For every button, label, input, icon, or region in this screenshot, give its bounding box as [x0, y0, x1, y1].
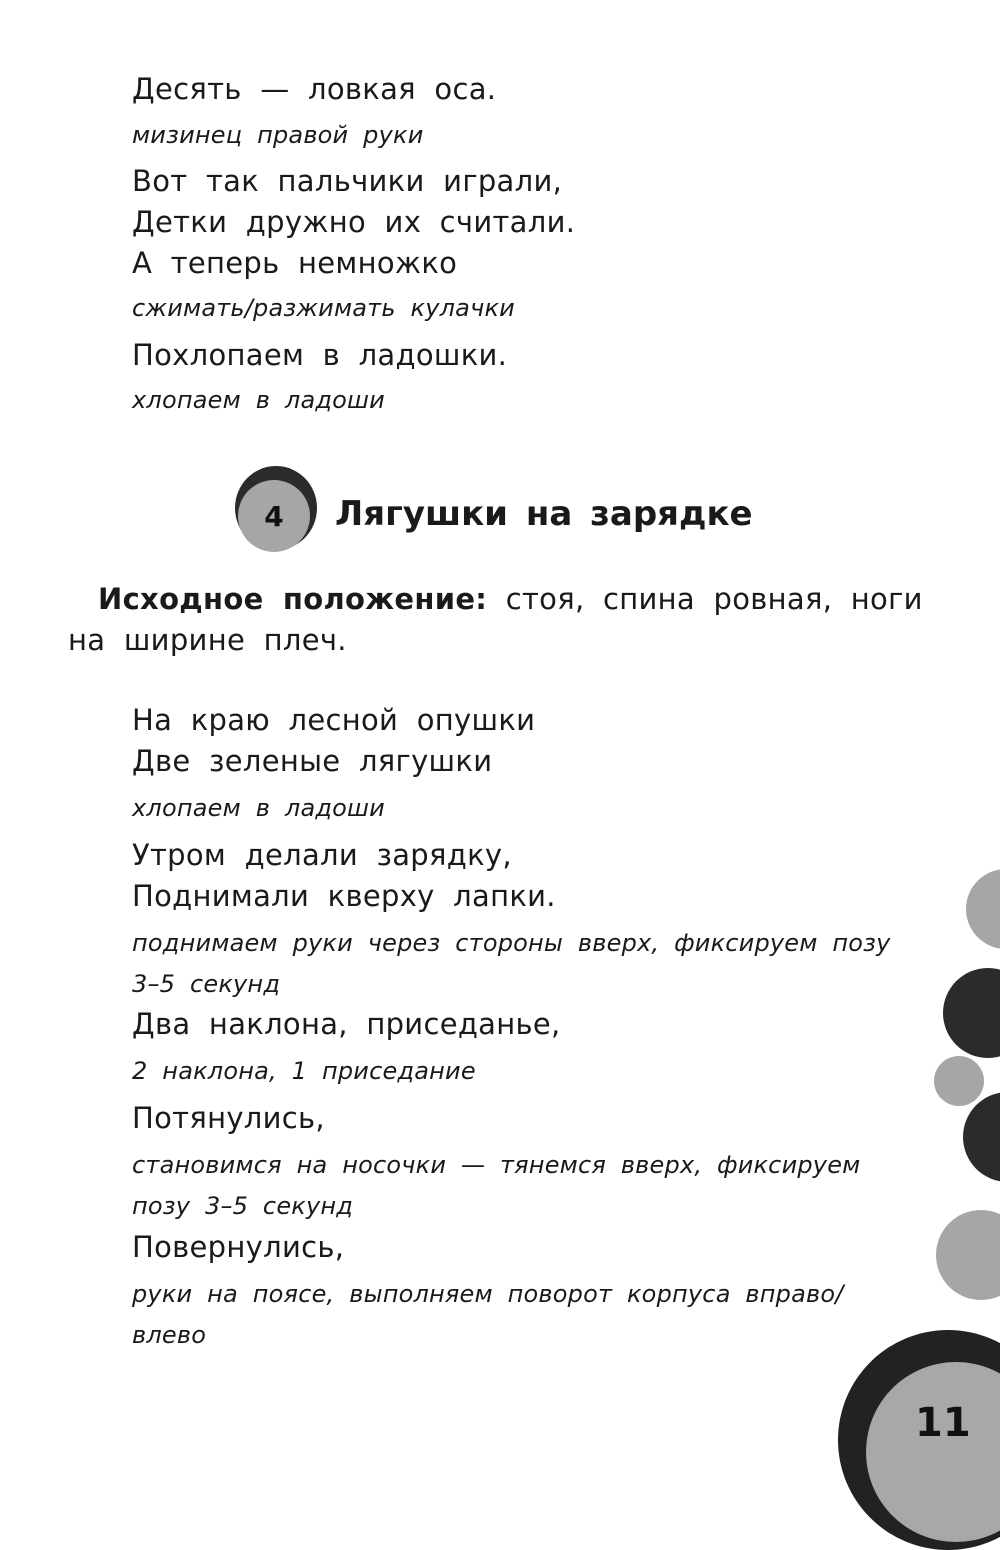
verse-note: становимся на носочки — тянемся вверх, фиксируем [132, 1151, 861, 1179]
section-title: Лягушки на зарядке [335, 494, 753, 534]
verse-line: Десять — ловкая оса. [132, 72, 497, 106]
verse-line: Две зеленые лягушки [132, 744, 493, 778]
start-position-text: стоя, спина ровная, ноги [505, 582, 923, 616]
page-number: 11 [915, 1400, 971, 1446]
decorative-dot [966, 869, 1000, 949]
verse-note: хлопаем в ладоши [132, 794, 385, 822]
verse-note: 2 наклона, 1 приседание [132, 1057, 476, 1085]
start-position-text-cont: на ширине плеч. [68, 623, 347, 657]
verse-line: На краю лесной опушки [132, 703, 536, 737]
verse-note: мизинец правой руки [132, 121, 424, 149]
verse-note: влево [132, 1321, 207, 1349]
verse-note: хлопаем в ладоши [132, 386, 385, 414]
verse-line: Повернулись, [132, 1230, 345, 1264]
start-position-line-1 [68, 582, 923, 616]
decorative-dot [963, 1092, 1000, 1182]
verse-note: руки на поясе, выполняем поворот корпуса вправо/ [132, 1280, 844, 1308]
verse-note: поднимаем руки через стороны вверх, фиксируем позу [132, 929, 891, 957]
decorative-dot [934, 1056, 984, 1106]
decorative-dot [943, 968, 1000, 1058]
verse-line: Похлопаем в ладошки. [132, 338, 508, 372]
section-number-badge: 4 [238, 480, 310, 552]
verse-line: Потянулись, [132, 1101, 325, 1135]
verse-line: Детки дружно их считали. [132, 205, 576, 239]
verse-note: позу 3–5 секунд [132, 1192, 354, 1220]
decorative-dot [936, 1210, 1000, 1300]
verse-line: Вот так пальчики играли, [132, 164, 563, 198]
verse-line: А теперь немножко [132, 246, 458, 280]
start-position-label: Исходное положение: [98, 582, 488, 616]
verse-note: 3–5 секунд [132, 970, 281, 998]
verse-line: Утром делали зарядку, [132, 838, 512, 872]
verse-note: сжимать/разжимать кулачки [132, 294, 515, 322]
verse-line: Два наклона, приседанье, [132, 1007, 561, 1041]
verse-line: Поднимали кверху лапки. [132, 879, 556, 913]
